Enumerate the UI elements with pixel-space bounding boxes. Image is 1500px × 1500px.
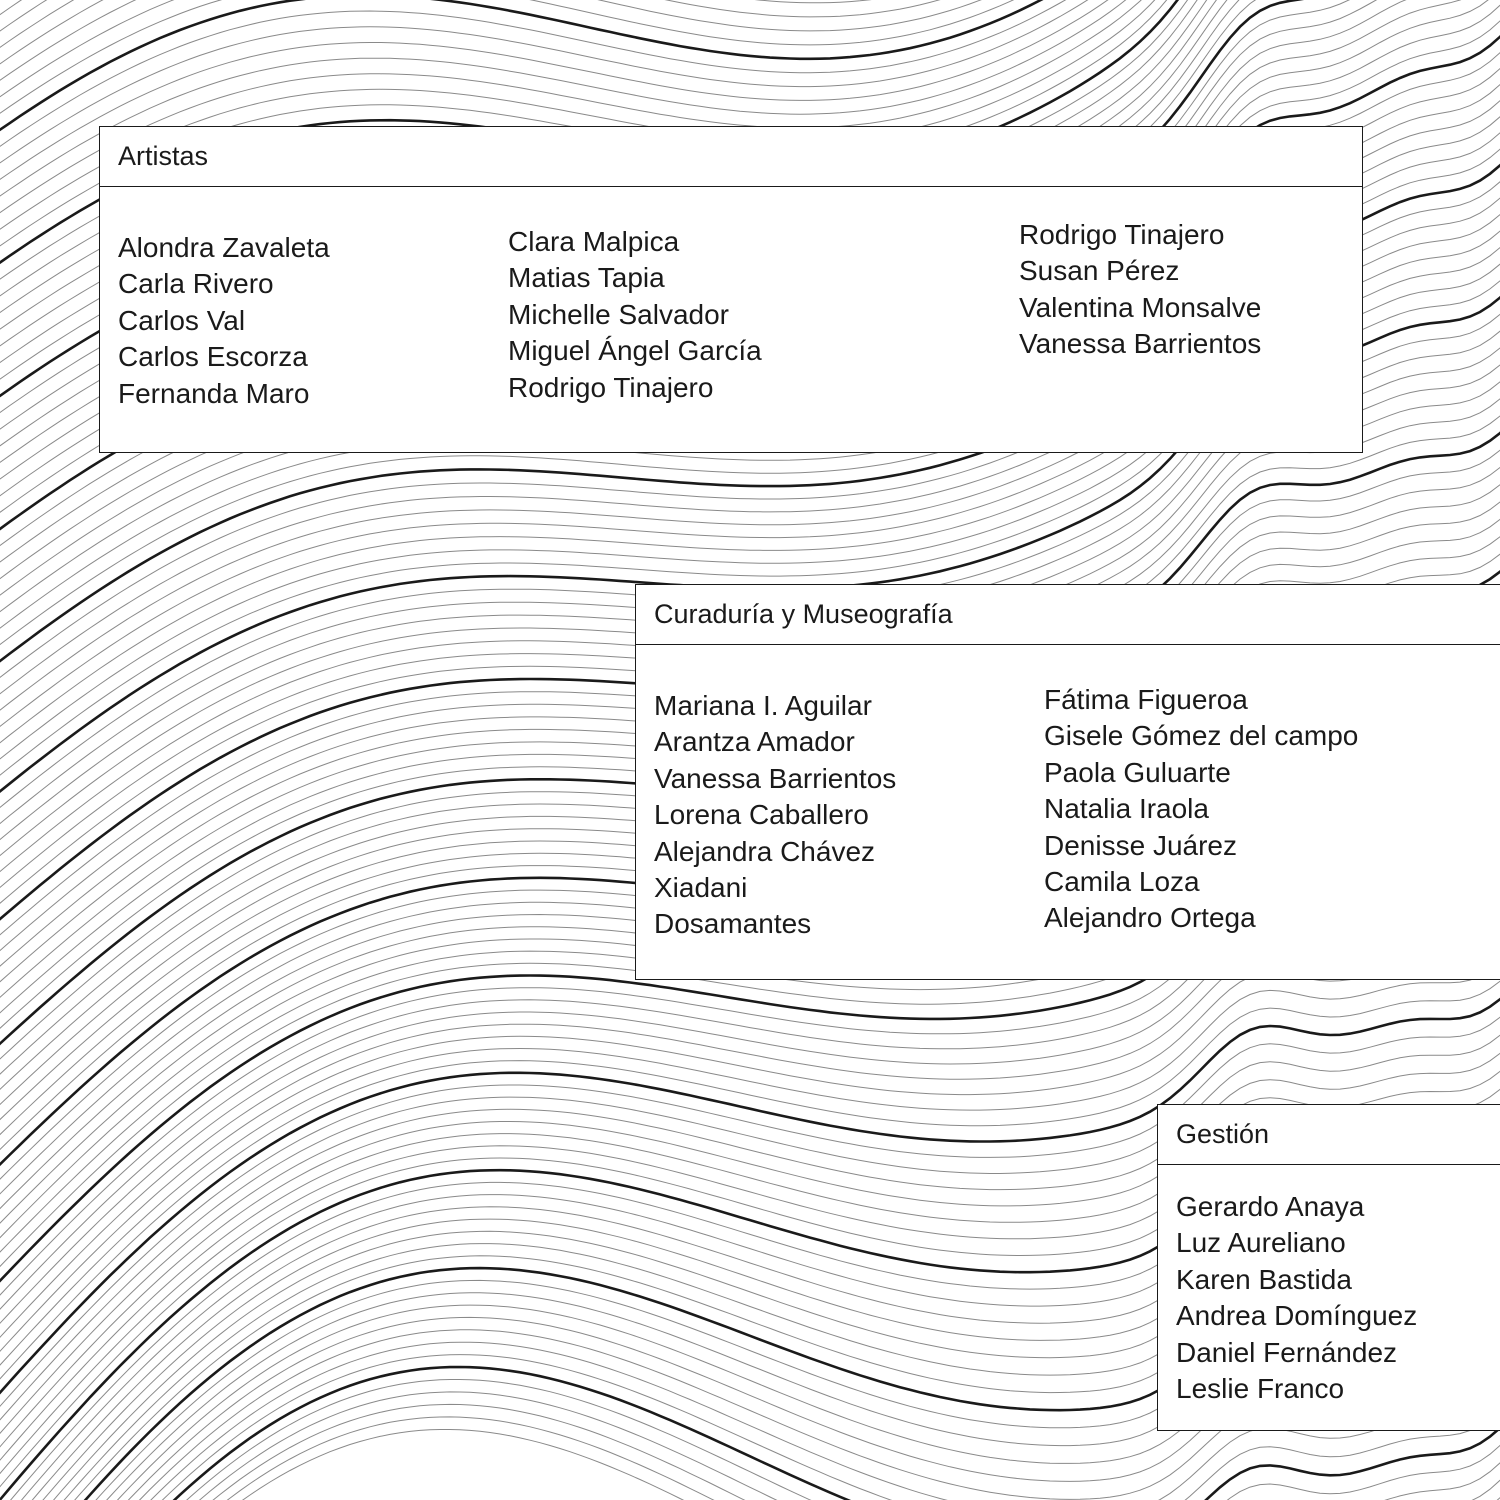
contour-line — [0, 0, 1500, 45]
artistas-column-2 — [508, 224, 762, 406]
name-item: Leslie Franco — [1176, 1373, 1345, 1405]
name-item: Natalia Iraola — [1044, 793, 1209, 825]
name-item: Camila Loza — [1044, 866, 1200, 898]
name-item: Karen Bastida — [1176, 1263, 1352, 1295]
name-item: Carla Rivero — [118, 268, 274, 300]
name-item: Denisse Juárez — [1044, 829, 1237, 861]
curaduria-column-2 — [1044, 682, 1358, 937]
contour-line-bold — [0, 0, 1500, 144]
name-item: Carlos Val — [118, 304, 246, 336]
name-item: Matias Tapia — [508, 262, 665, 294]
contour-line-bold — [0, 0, 1500, 13]
name-item: Paola Guluarte — [1044, 756, 1231, 788]
artistas-column-3 — [1019, 217, 1261, 363]
name-item: Mariana I. Aguilar — [654, 690, 872, 721]
name-item: Michelle Salvador — [508, 298, 729, 330]
name-item: Fátima Figueroa — [1044, 684, 1248, 715]
name-item: Rodrigo Tinajero — [1019, 219, 1225, 250]
gestion-panel — [1157, 1104, 1500, 1431]
name-item: Valentina Monsalve — [1019, 291, 1262, 323]
artistas-column-1 — [118, 230, 330, 412]
name-item: Vanessa Barrientos — [654, 762, 897, 794]
name-item: Lorena Caballero — [654, 799, 869, 831]
name-item: Andrea Domínguez — [1176, 1300, 1418, 1332]
name-item: Alondra Zavaleta — [118, 232, 330, 263]
name-item: Alejandra Chávez — [654, 835, 876, 867]
name-item: Carlos Escorza — [118, 341, 308, 373]
contour-line — [0, 0, 1500, 78]
name-item: Vanessa Barrientos — [1019, 328, 1262, 360]
curaduria-panel — [635, 584, 1500, 980]
name-item: Gerardo Anaya — [1176, 1191, 1365, 1222]
name-item: Gisele Gómez del campo — [1044, 720, 1359, 752]
curaduria-column-1 — [654, 688, 896, 943]
name-item: Dosamantes — [654, 908, 812, 940]
name-item: Clara Malpica — [508, 226, 680, 257]
artistas-heading: Artistas — [100, 127, 1362, 187]
name-item: Alejandro Ortega — [1044, 902, 1256, 934]
gestion-heading: Gestión — [1158, 1105, 1500, 1165]
name-item: Luz Aureliano — [1176, 1227, 1346, 1259]
name-item: Arantza Amador — [654, 726, 855, 758]
name-item: Fernanda Maro — [118, 377, 310, 409]
name-item: Xiadani — [654, 872, 748, 904]
curaduria-heading: Curaduría y Museografía — [636, 585, 1500, 645]
name-item: Daniel Fernández — [1176, 1336, 1398, 1368]
artistas-panel — [99, 126, 1363, 453]
name-item: Susan Pérez — [1019, 255, 1180, 287]
name-item: Rodrigo Tinajero — [508, 371, 714, 403]
name-item: Miguel Ángel García — [508, 335, 762, 367]
gestion-column-1 — [1176, 1189, 1417, 1407]
